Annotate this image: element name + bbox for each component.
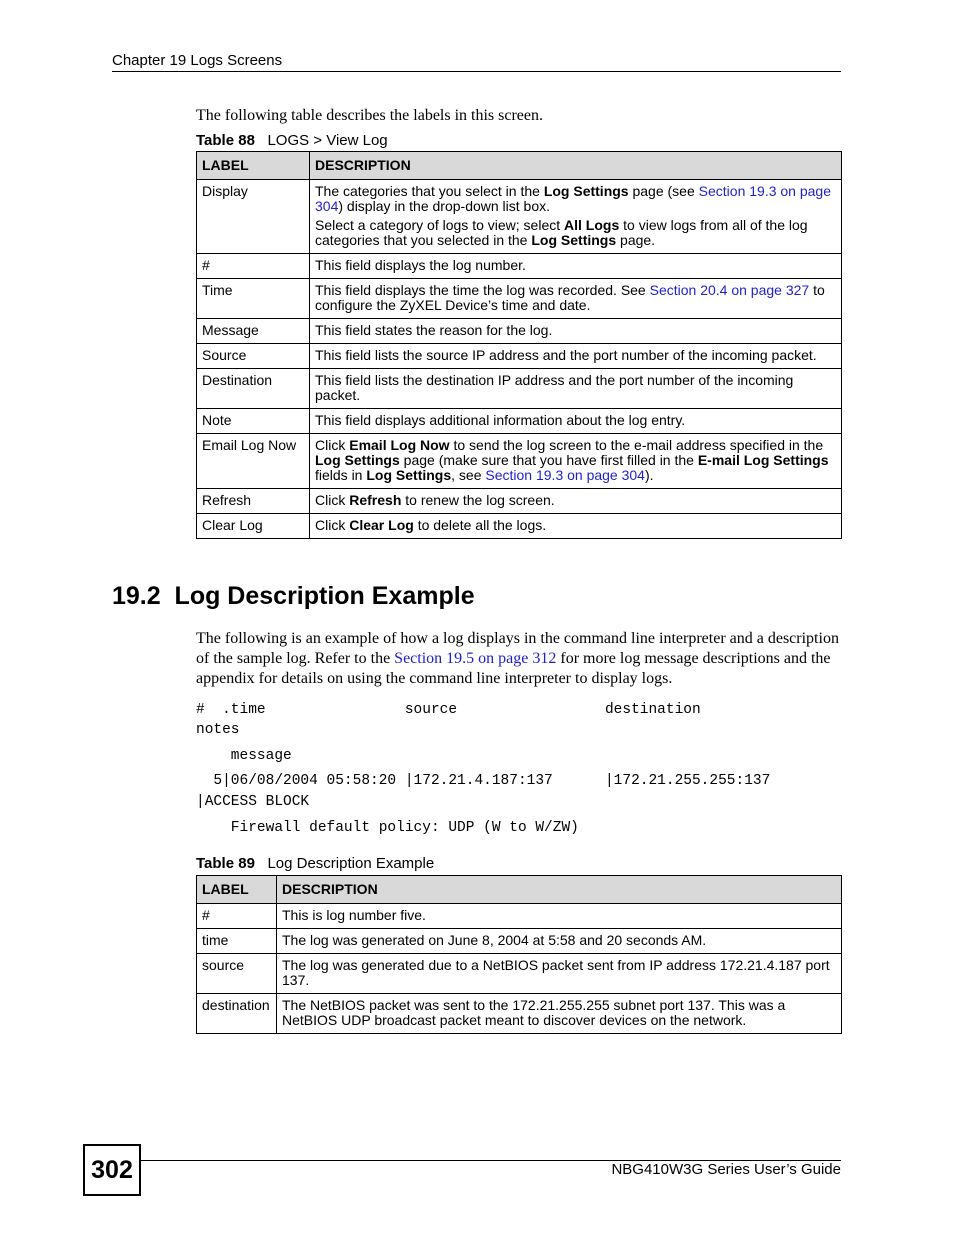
table-row [197,409,842,434]
chapter-header: Chapter 19 Logs Screens [112,52,283,69]
code-line: notes [196,722,240,738]
table-header-row [197,152,842,180]
code-line: # .time source destination [196,702,701,718]
section-link[interactable]: Section 20.4 on page 327 [649,282,810,298]
row-label: time [197,929,277,954]
table-89-caption [196,855,434,872]
code-line: Firewall default policy: UDP (W to W/ZW) [196,820,579,836]
row-label: Display [197,180,310,254]
row-description: Click Refresh to renew the log screen. [310,489,842,514]
table-header-row [197,876,842,904]
table-row [197,434,842,489]
section-heading: 19.2 Log Description Example [112,582,475,610]
table-row [197,904,842,929]
row-description: Click Email Log Now to send the log screen to the e-mail address specified in the Log Settings page (make sure that you have first filled in the E-mail Log Settings fields in Log Settings, see Section 19.3 on page 304). [310,434,842,489]
row-description: Click Clear Log to delete all the logs. [310,514,842,539]
page-number: 302 [83,1144,141,1196]
caption-number: Table 88 [196,132,255,149]
row-description: This field lists the source IP address and the port number of the incoming packet. [310,344,842,369]
row-label: Clear Log [197,514,310,539]
table-row [197,254,842,279]
row-label: Email Log Now [197,434,310,489]
column-header-description: DESCRIPTION [277,876,842,904]
column-header-description: DESCRIPTION [310,152,842,180]
table-row [197,954,842,994]
table-row [197,180,842,254]
table-row [197,994,842,1034]
table-row [197,344,842,369]
body-paragraph: The following is an example of how a log displays in the command line interpreter and a description of the sample log. Refer to the Section 19.5 on page 312 for more log message descriptions and the appendix for details on using the command line interpreter to display logs. [196,630,839,687]
row-label: Refresh [197,489,310,514]
table-row [197,929,842,954]
table-row [197,369,842,409]
row-label: Message [197,319,310,344]
row-description: The log was generated due to a NetBIOS packet sent from IP address 172.21.4.187 port 137. [277,954,842,994]
intro-text: The following table describes the labels in this screen. [196,107,544,124]
table-88 [196,151,842,539]
table-row [197,319,842,344]
row-label: Time [197,279,310,319]
row-label: Source [197,344,310,369]
table-89 [196,875,842,1034]
section-link[interactable]: Section 19.3 on page 304 [485,467,645,483]
row-description: This is log number five. [277,904,842,929]
row-label: Note [197,409,310,434]
caption-title: Log Description Example [267,855,435,872]
code-line: message [196,748,292,764]
caption-number: Table 89 [196,855,255,872]
table-row [197,279,842,319]
row-description: This field displays the time the log was recorded. See Section 20.4 on page 327 to configure the ZyXEL Device’s time and date. [310,279,842,319]
header-divider [112,71,841,72]
column-header-label: LABEL [197,876,277,904]
row-label: # [197,254,310,279]
section-link[interactable]: Section 19.3 on page 304 [315,183,831,214]
row-description: This field states the reason for the log. [310,319,842,344]
table-88-caption [196,132,388,149]
row-label: destination [197,994,277,1034]
table-row [197,489,842,514]
row-label: # [197,904,277,929]
caption-title: LOGS > View Log [267,132,388,149]
guide-title: NBG410W3G Series User’s Guide [611,1161,841,1178]
column-header-label: LABEL [197,152,310,180]
code-line: 5|06/08/2004 05:58:20 |172.21.4.187:137 |172.21.255.255:137 [196,773,771,789]
section-link[interactable]: Section 19.5 on page 312 [394,650,557,667]
table-row [197,514,842,539]
code-line: |ACCESS BLOCK [196,794,310,810]
row-description: This field displays the log number. [310,254,842,279]
row-description: The log was generated on June 8, 2004 at 5:58 and 20 seconds AM. [277,929,842,954]
row-description: This field displays additional information about the log entry. [310,409,842,434]
row-description: The NetBIOS packet was sent to the 172.21.255.255 subnet port 137. This was a NetBIOS UDP broadcast packet meant to discover devices on the network. [277,994,842,1034]
row-description: The categories that you select in the Log Settings page (see Section 19.3 on page 304) display in the drop-down list box. Select a category of logs to view; select All Logs to view logs from all of the log categories that you selected in the Log Settings page. [310,180,842,254]
row-description: This field lists the destination IP address and the port number of the incoming packet. [310,369,842,409]
row-label: Destination [197,369,310,409]
row-label: source [197,954,277,994]
